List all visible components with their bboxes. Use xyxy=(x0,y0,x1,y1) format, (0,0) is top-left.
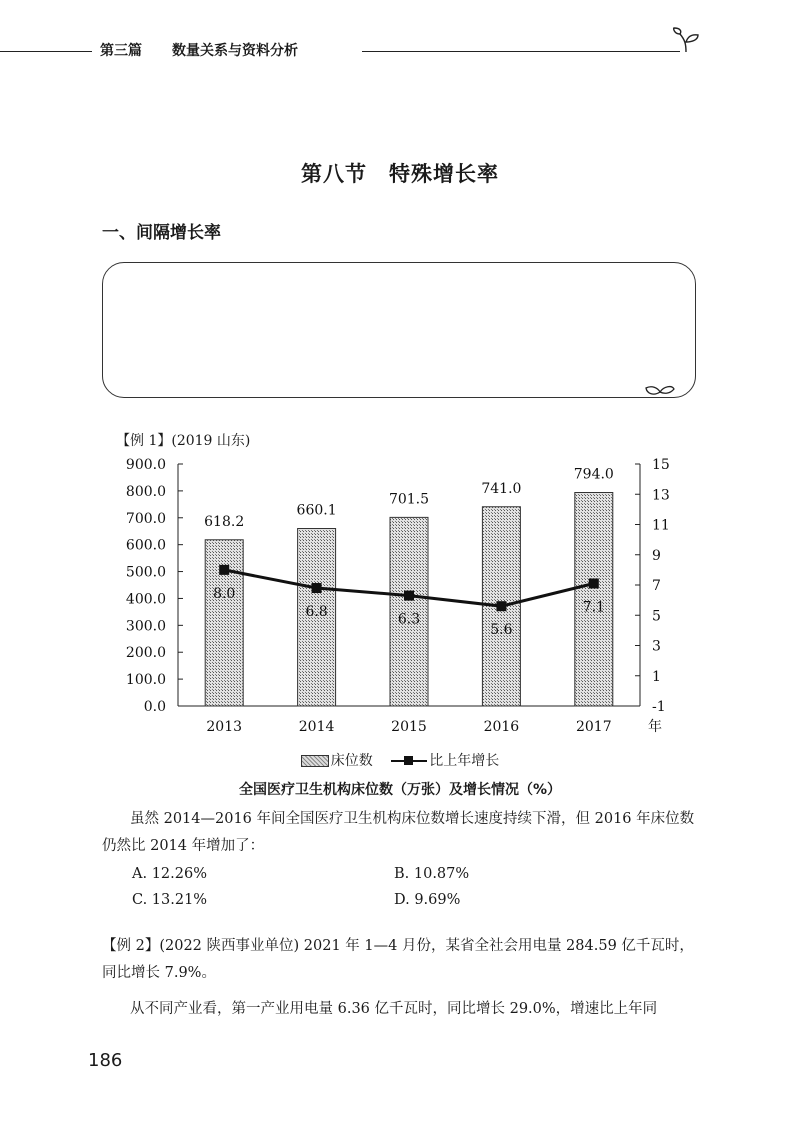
growth-value-label: 8.0 xyxy=(213,585,236,602)
chart-caption: 全国医疗卫生机构床位数（万张）及增长情况（%） xyxy=(238,782,562,798)
right-tick-label: 5 xyxy=(652,608,661,625)
option-a: A. 12.26% xyxy=(132,866,207,882)
example-2-text-2: 从不同产业看，第一产业用电量 6.36 亿千瓦时，同比增长 29.0%，增速比上年同 xyxy=(130,1001,658,1017)
growth-marker xyxy=(312,583,322,593)
bar xyxy=(205,540,243,706)
growth-value-label: 6.3 xyxy=(397,611,421,628)
growth-marker xyxy=(496,601,506,611)
growth-value-label: 6.8 xyxy=(305,604,328,621)
example-2-text: 【例 2】(2022 陕西事业单位) 2021 年 1—4 月份，某省全社会用电量 284.59 亿千瓦时，同比增长 7.9%。 xyxy=(102,938,694,981)
right-tick-label: 11 xyxy=(652,517,670,534)
left-tick-label: 300.0 xyxy=(125,618,166,635)
example-1-label: 【例 1】(2019 山东) xyxy=(116,433,251,449)
left-tick-label: 900.0 xyxy=(125,457,166,473)
category-label: 2015 xyxy=(391,719,427,735)
header-chapter: 第三篇 xyxy=(100,43,142,59)
right-tick-label: 13 xyxy=(652,487,670,504)
header-rule-left xyxy=(0,51,92,52)
right-tick-label: 9 xyxy=(652,547,661,564)
category-label: 2016 xyxy=(483,719,520,735)
left-tick-label: 800.0 xyxy=(125,483,166,500)
growth-marker xyxy=(219,565,229,575)
header-title: 数量关系与资料分析 xyxy=(172,43,298,59)
page-number: 186 xyxy=(88,1050,123,1071)
sprout-icon xyxy=(672,26,700,54)
bar-value-label: 741.0 xyxy=(481,480,522,497)
section-title: 第八节 特殊增长率 xyxy=(301,162,499,186)
legend-line-label: 比上年增长 xyxy=(429,753,500,769)
option-d: D. 9.69% xyxy=(394,892,461,908)
category-label: 2013 xyxy=(206,719,243,735)
left-tick-label: 700.0 xyxy=(125,510,166,527)
bar-value-label: 701.5 xyxy=(388,491,430,508)
chart-legend xyxy=(0,750,800,770)
growth-value-label: 7.1 xyxy=(582,599,605,616)
left-tick-label: 100.0 xyxy=(125,672,166,689)
sub-heading: 一、间隔增长率 xyxy=(102,223,221,243)
category-label: 2014 xyxy=(298,719,335,735)
legend-bar-label: 床位数 xyxy=(330,753,373,769)
bar-value-label: 618.2 xyxy=(204,513,245,530)
category-label: 2017 xyxy=(575,719,612,735)
right-tick-label: 7 xyxy=(652,578,661,594)
left-tick-label: 500.0 xyxy=(125,564,166,581)
right-tick-label: 3 xyxy=(652,638,661,655)
header-rule-right xyxy=(362,51,680,52)
leaf-icon xyxy=(644,378,676,398)
legend-bar-swatch xyxy=(301,755,329,767)
bed-count-chart xyxy=(0,450,800,750)
bar-value-label: 794.0 xyxy=(573,466,614,483)
growth-marker xyxy=(404,591,414,601)
option-b: B. 10.87% xyxy=(394,866,470,882)
growth-marker xyxy=(589,578,599,588)
question-text: 虽然 2014—2016 年间全国医疗卫生机构床位数增长速度持续下滑，但 2016 年床位数仍然比 2014 年增加了： xyxy=(102,811,695,854)
right-tick-label: 1 xyxy=(652,668,661,685)
x-axis-unit: 年 xyxy=(648,719,662,735)
growth-value-label: 5.6 xyxy=(490,622,513,639)
legend-line-swatch xyxy=(391,756,427,766)
left-tick-label: 400.0 xyxy=(125,591,166,608)
bar-value-label: 660.1 xyxy=(296,502,337,519)
left-tick-label: 600.0 xyxy=(125,537,166,554)
note-box xyxy=(102,262,696,398)
right-tick-label: 15 xyxy=(652,457,670,473)
option-c: C. 13.21% xyxy=(132,892,208,908)
left-tick-label: 200.0 xyxy=(125,645,166,662)
left-tick-label: 0.0 xyxy=(143,699,166,715)
right-tick-label: -1 xyxy=(652,699,666,715)
